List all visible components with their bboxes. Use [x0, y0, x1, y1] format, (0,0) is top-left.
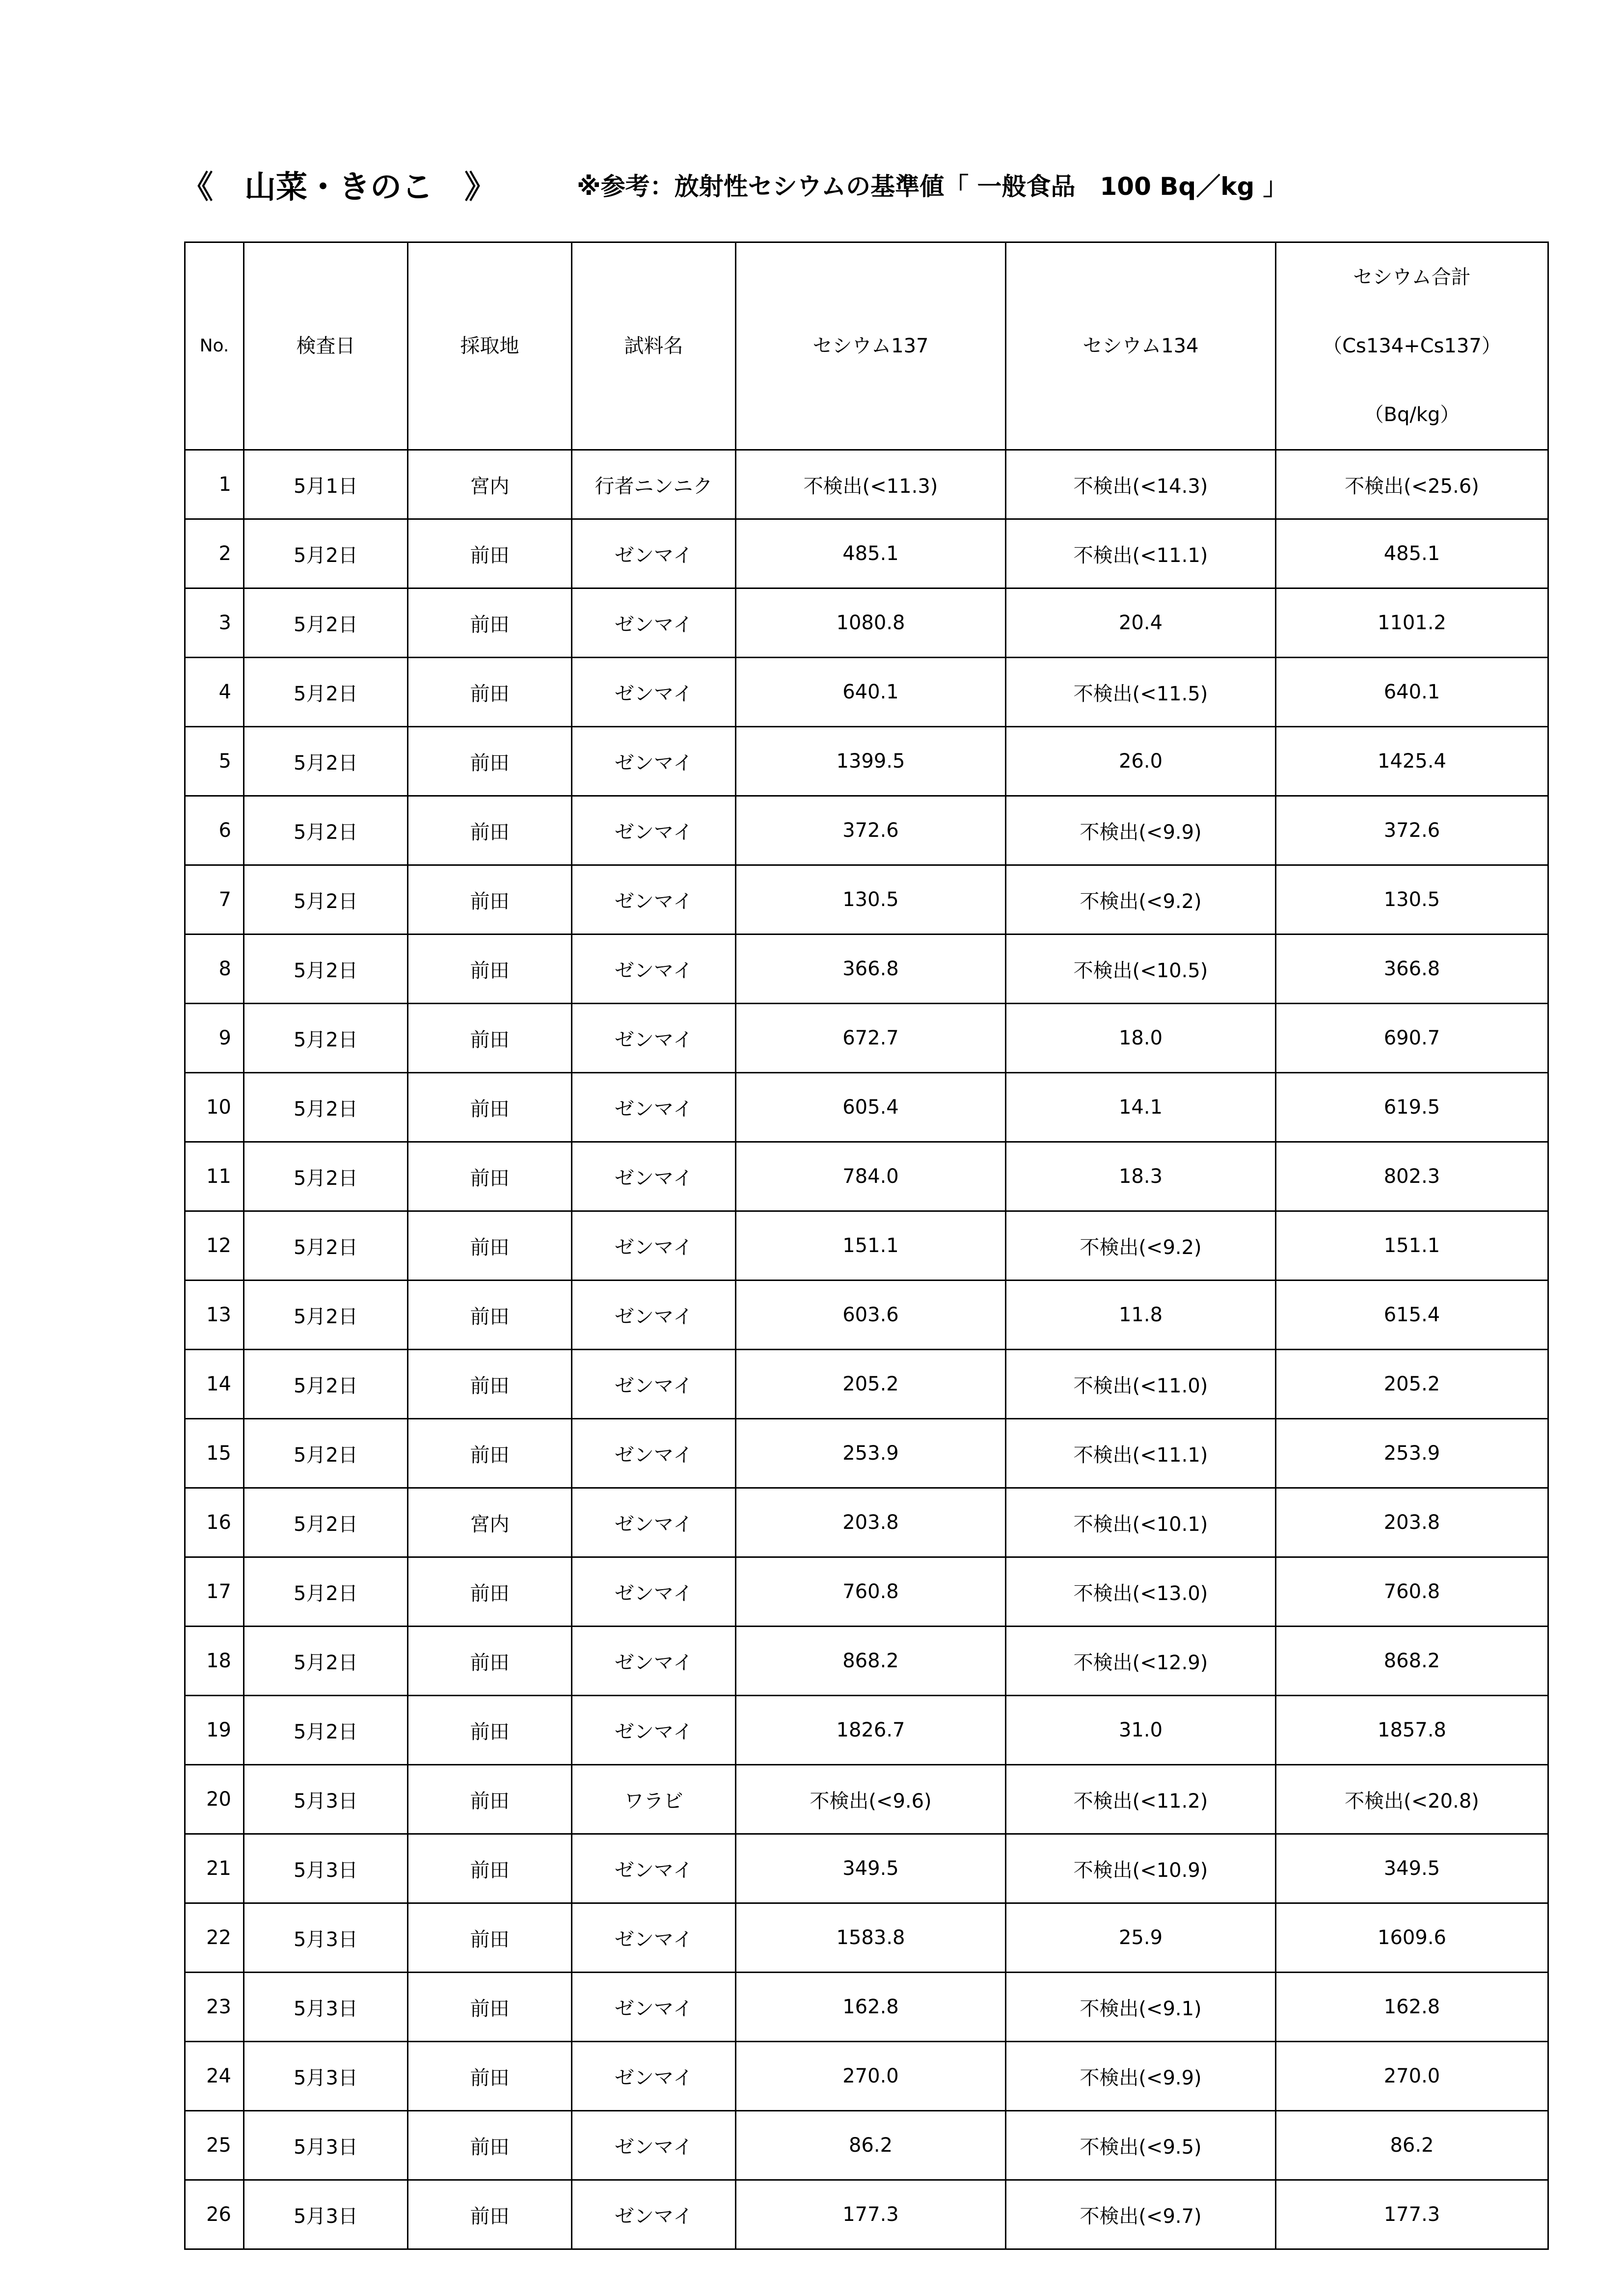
- cell-cs137: 130.5: [736, 865, 1006, 934]
- cell-total: 不検出(<25.6): [1276, 450, 1548, 519]
- cell-total: 270.0: [1276, 2042, 1548, 2111]
- cell-location: 前田: [408, 1073, 572, 1142]
- cell-location: 前田: [408, 1419, 572, 1488]
- cell-location: 前田: [408, 1350, 572, 1419]
- table-row: [185, 2111, 1548, 2180]
- cell-date: 5月2日: [244, 1004, 408, 1073]
- cell-cs137: 605.4: [736, 1073, 1006, 1142]
- cell-cs134: 不検出(<10.9): [1006, 1834, 1276, 1903]
- cell-sample: ワラビ: [572, 1765, 736, 1834]
- header-sample: 試料名: [572, 242, 736, 450]
- cell-date: 5月2日: [244, 1142, 408, 1211]
- cell-no: 23: [185, 1973, 244, 2042]
- cell-location: 前田: [408, 727, 572, 796]
- cell-location: 前田: [408, 1557, 572, 1627]
- cell-sample: 行者ニンニク: [572, 450, 736, 519]
- cell-cs137: 205.2: [736, 1350, 1006, 1419]
- cell-no: 18: [185, 1627, 244, 1696]
- cell-location: 前田: [408, 2180, 572, 2249]
- table-row: [185, 1350, 1548, 1419]
- table-row: [185, 796, 1548, 865]
- table-row: [185, 1281, 1548, 1350]
- cell-date: 5月3日: [244, 2111, 408, 2180]
- cell-cs134: 不検出(<10.1): [1006, 1488, 1276, 1557]
- cell-cs134: 18.0: [1006, 1004, 1276, 1073]
- cell-cs134: 不検出(<9.9): [1006, 796, 1276, 865]
- cell-date: 5月2日: [244, 588, 408, 658]
- header-total-line1: セシウム合計: [1353, 266, 1471, 289]
- cell-total: 177.3: [1276, 2180, 1548, 2249]
- cell-cs137: 253.9: [736, 1419, 1006, 1488]
- cell-date: 5月2日: [244, 1350, 408, 1419]
- page-title: 《 山菜・きのこ 》: [182, 169, 496, 206]
- header-date: 検査日: [244, 242, 408, 450]
- cell-date: 5月3日: [244, 1765, 408, 1834]
- cell-no: 16: [185, 1488, 244, 1557]
- cell-cs137: 603.6: [736, 1281, 1006, 1350]
- cell-cs137: 86.2: [736, 2111, 1006, 2180]
- header-no: No.: [185, 242, 244, 450]
- table-row: [185, 1557, 1548, 1627]
- cell-total: 868.2: [1276, 1627, 1548, 1696]
- table-row: [185, 2180, 1548, 2249]
- header-total-line3: （Bq/kg）: [1364, 403, 1460, 426]
- cell-sample: ゼンマイ: [572, 934, 736, 1004]
- cell-no: 24: [185, 2042, 244, 2111]
- cell-date: 5月3日: [244, 1834, 408, 1903]
- cell-location: 前田: [408, 2111, 572, 2180]
- cell-no: 22: [185, 1903, 244, 1973]
- cell-sample: ゼンマイ: [572, 796, 736, 865]
- cell-cs137: 784.0: [736, 1142, 1006, 1211]
- table-row: [185, 1073, 1548, 1142]
- table-body: [185, 450, 1548, 2249]
- reference-note: ※参考：放射性セシウムの基準値「 一般食品 100 Bq／kg 」: [577, 172, 1288, 201]
- table-row: [185, 1903, 1548, 1973]
- table-row: [185, 658, 1548, 727]
- cell-total: 372.6: [1276, 796, 1548, 865]
- cell-cs137: 672.7: [736, 1004, 1006, 1073]
- cell-location: 前田: [408, 519, 572, 588]
- cell-location: 前田: [408, 796, 572, 865]
- cell-cs137: 366.8: [736, 934, 1006, 1004]
- cell-cs137: 1826.7: [736, 1696, 1006, 1765]
- table-row: [185, 450, 1548, 519]
- cell-sample: ゼンマイ: [572, 519, 736, 588]
- table-row: [185, 1211, 1548, 1281]
- cell-sample: ゼンマイ: [572, 1142, 736, 1211]
- cell-total: 130.5: [1276, 865, 1548, 934]
- cell-date: 5月2日: [244, 658, 408, 727]
- cell-date: 5月3日: [244, 1973, 408, 2042]
- cell-location: 前田: [408, 934, 572, 1004]
- cell-no: 21: [185, 1834, 244, 1903]
- cell-cs134: 不検出(<11.1): [1006, 1419, 1276, 1488]
- cell-sample: ゼンマイ: [572, 1973, 736, 2042]
- table-row: [185, 1834, 1548, 1903]
- cell-no: 5: [185, 727, 244, 796]
- cell-cs137: 1399.5: [736, 727, 1006, 796]
- cell-cs134: 31.0: [1006, 1696, 1276, 1765]
- cell-cs134: 不検出(<11.5): [1006, 658, 1276, 727]
- cell-cs134: 不検出(<12.9): [1006, 1627, 1276, 1696]
- cell-no: 7: [185, 865, 244, 934]
- cell-cs137: 349.5: [736, 1834, 1006, 1903]
- cell-cs134: 不検出(<11.0): [1006, 1350, 1276, 1419]
- cell-no: 11: [185, 1142, 244, 1211]
- cell-total: 615.4: [1276, 1281, 1548, 1350]
- cell-sample: ゼンマイ: [572, 865, 736, 934]
- cell-cs137: 203.8: [736, 1488, 1006, 1557]
- table-row: [185, 2042, 1548, 2111]
- cell-sample: ゼンマイ: [572, 727, 736, 796]
- header-cs134: セシウム134: [1006, 242, 1276, 450]
- cell-cs134: 不検出(<10.5): [1006, 934, 1276, 1004]
- cell-cs137: 1583.8: [736, 1903, 1006, 1973]
- cell-no: 6: [185, 796, 244, 865]
- cell-no: 14: [185, 1350, 244, 1419]
- table-row: [185, 865, 1548, 934]
- cell-date: 5月3日: [244, 1903, 408, 1973]
- cell-location: 前田: [408, 1142, 572, 1211]
- cell-total: 203.8: [1276, 1488, 1548, 1557]
- cell-no: 9: [185, 1004, 244, 1073]
- cell-total: 253.9: [1276, 1419, 1548, 1488]
- cell-date: 5月2日: [244, 1488, 408, 1557]
- header-total-line2: （Cs134+Cs137）: [1323, 335, 1501, 357]
- cell-sample: ゼンマイ: [572, 1004, 736, 1073]
- cell-location: 前田: [408, 1765, 572, 1834]
- cell-cs137: 760.8: [736, 1557, 1006, 1627]
- cell-cs137: 485.1: [736, 519, 1006, 588]
- cell-no: 20: [185, 1765, 244, 1834]
- table-row: [185, 1488, 1548, 1557]
- cell-location: 前田: [408, 658, 572, 727]
- cell-no: 3: [185, 588, 244, 658]
- cell-location: 宮内: [408, 450, 572, 519]
- cell-date: 5月2日: [244, 1419, 408, 1488]
- cell-sample: ゼンマイ: [572, 658, 736, 727]
- cell-cs137: 270.0: [736, 2042, 1006, 2111]
- header-location: 採取地: [408, 242, 572, 450]
- cell-sample: ゼンマイ: [572, 1281, 736, 1350]
- table-row: [185, 1765, 1548, 1834]
- cell-date: 5月2日: [244, 519, 408, 588]
- cell-date: 5月3日: [244, 2042, 408, 2111]
- table-row: [185, 1004, 1548, 1073]
- cell-total: 366.8: [1276, 934, 1548, 1004]
- cell-cs134: 不検出(<9.2): [1006, 865, 1276, 934]
- cell-location: 前田: [408, 2042, 572, 2111]
- cell-no: 8: [185, 934, 244, 1004]
- cell-date: 5月1日: [244, 450, 408, 519]
- cell-date: 5月2日: [244, 1281, 408, 1350]
- cell-sample: ゼンマイ: [572, 1419, 736, 1488]
- cell-sample: ゼンマイ: [572, 1488, 736, 1557]
- cell-no: 15: [185, 1419, 244, 1488]
- cell-no: 19: [185, 1696, 244, 1765]
- cell-total: 485.1: [1276, 519, 1548, 588]
- cell-total: 1101.2: [1276, 588, 1548, 658]
- cell-total: 不検出(<20.8): [1276, 1765, 1548, 1834]
- cell-location: 前田: [408, 1627, 572, 1696]
- cell-sample: ゼンマイ: [572, 1557, 736, 1627]
- cell-sample: ゼンマイ: [572, 1696, 736, 1765]
- cell-cs134: 不検出(<9.1): [1006, 1973, 1276, 2042]
- cell-no: 4: [185, 658, 244, 727]
- cell-total: 162.8: [1276, 1973, 1548, 2042]
- cell-date: 5月2日: [244, 1627, 408, 1696]
- table-row: [185, 588, 1548, 658]
- cell-cs137: 不検出(<9.6): [736, 1765, 1006, 1834]
- cell-total: 1425.4: [1276, 727, 1548, 796]
- cell-cs134: 不検出(<9.9): [1006, 2042, 1276, 2111]
- cell-cs137: 640.1: [736, 658, 1006, 727]
- cell-cs134: 26.0: [1006, 727, 1276, 796]
- cell-cs137: 868.2: [736, 1627, 1006, 1696]
- cell-no: 2: [185, 519, 244, 588]
- cell-sample: ゼンマイ: [572, 1350, 736, 1419]
- header-total: [1276, 242, 1548, 450]
- cell-cs137: 151.1: [736, 1211, 1006, 1281]
- cell-cs134: 18.3: [1006, 1142, 1276, 1211]
- header-cs137: セシウム137: [736, 242, 1006, 450]
- cell-total: 1609.6: [1276, 1903, 1548, 1973]
- cell-sample: ゼンマイ: [572, 2042, 736, 2111]
- cell-no: 10: [185, 1073, 244, 1142]
- cell-total: 690.7: [1276, 1004, 1548, 1073]
- cell-location: 前田: [408, 865, 572, 934]
- cell-no: 13: [185, 1281, 244, 1350]
- cell-date: 5月3日: [244, 2180, 408, 2249]
- cell-no: 17: [185, 1557, 244, 1627]
- cell-location: 前田: [408, 1211, 572, 1281]
- cell-total: 619.5: [1276, 1073, 1548, 1142]
- results-table: [184, 241, 1549, 2250]
- cell-date: 5月2日: [244, 796, 408, 865]
- cell-date: 5月2日: [244, 934, 408, 1004]
- cell-sample: ゼンマイ: [572, 2111, 736, 2180]
- cell-location: 前田: [408, 1834, 572, 1903]
- cell-cs134: 不検出(<13.0): [1006, 1557, 1276, 1627]
- header-row: [185, 242, 1548, 450]
- cell-cs137: 不検出(<11.3): [736, 450, 1006, 519]
- cell-location: 前田: [408, 1004, 572, 1073]
- cell-date: 5月2日: [244, 1557, 408, 1627]
- cell-cs134: 11.8: [1006, 1281, 1276, 1350]
- cell-total: 349.5: [1276, 1834, 1548, 1903]
- cell-sample: ゼンマイ: [572, 1627, 736, 1696]
- cell-cs137: 177.3: [736, 2180, 1006, 2249]
- cell-cs134: 不検出(<9.7): [1006, 2180, 1276, 2249]
- cell-sample: ゼンマイ: [572, 1073, 736, 1142]
- cell-total: 1857.8: [1276, 1696, 1548, 1765]
- table-row: [185, 934, 1548, 1004]
- table-row: [185, 519, 1548, 588]
- table-row: [185, 1973, 1548, 2042]
- cell-no: 26: [185, 2180, 244, 2249]
- cell-sample: ゼンマイ: [572, 1834, 736, 1903]
- cell-no: 1: [185, 450, 244, 519]
- cell-location: 前田: [408, 1973, 572, 2042]
- cell-cs134: 25.9: [1006, 1903, 1276, 1973]
- cell-cs134: 不検出(<9.5): [1006, 2111, 1276, 2180]
- cell-location: 前田: [408, 1696, 572, 1765]
- cell-cs134: 不検出(<9.2): [1006, 1211, 1276, 1281]
- cell-total: 86.2: [1276, 2111, 1548, 2180]
- table-row: [185, 727, 1548, 796]
- table-row: [185, 1142, 1548, 1211]
- cell-total: 802.3: [1276, 1142, 1548, 1211]
- cell-cs134: 不検出(<11.1): [1006, 519, 1276, 588]
- cell-cs134: 不検出(<11.2): [1006, 1765, 1276, 1834]
- table-row: [185, 1419, 1548, 1488]
- cell-sample: ゼンマイ: [572, 1211, 736, 1281]
- cell-location: 前田: [408, 588, 572, 658]
- table-row: [185, 1627, 1548, 1696]
- cell-cs134: 14.1: [1006, 1073, 1276, 1142]
- cell-location: 前田: [408, 1903, 572, 1973]
- cell-total: 640.1: [1276, 658, 1548, 727]
- cell-sample: ゼンマイ: [572, 2180, 736, 2249]
- cell-total: 205.2: [1276, 1350, 1548, 1419]
- cell-cs137: 162.8: [736, 1973, 1006, 2042]
- cell-cs134: 不検出(<14.3): [1006, 450, 1276, 519]
- cell-total: 151.1: [1276, 1211, 1548, 1281]
- cell-total: 760.8: [1276, 1557, 1548, 1627]
- cell-cs137: 372.6: [736, 796, 1006, 865]
- cell-cs134: 20.4: [1006, 588, 1276, 658]
- cell-date: 5月2日: [244, 727, 408, 796]
- cell-date: 5月2日: [244, 1211, 408, 1281]
- cell-location: 前田: [408, 1281, 572, 1350]
- cell-cs137: 1080.8: [736, 588, 1006, 658]
- cell-no: 25: [185, 2111, 244, 2180]
- table-row: [185, 1696, 1548, 1765]
- cell-date: 5月2日: [244, 865, 408, 934]
- cell-sample: ゼンマイ: [572, 588, 736, 658]
- cell-date: 5月2日: [244, 1073, 408, 1142]
- cell-sample: ゼンマイ: [572, 1903, 736, 1973]
- cell-no: 12: [185, 1211, 244, 1281]
- cell-location: 宮内: [408, 1488, 572, 1557]
- cell-date: 5月2日: [244, 1696, 408, 1765]
